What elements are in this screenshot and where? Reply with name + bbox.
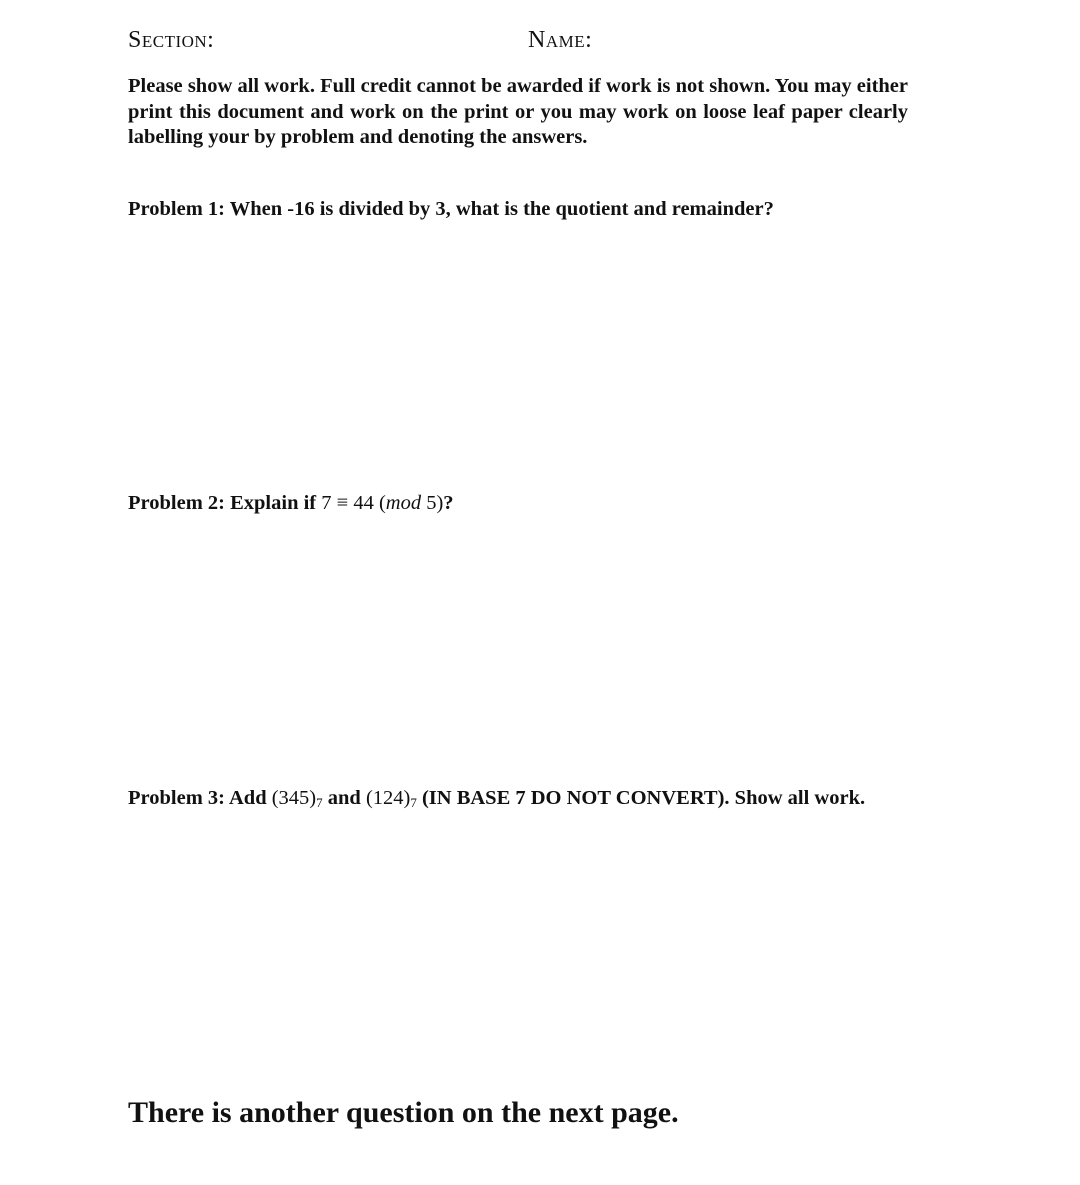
problem-3-number-2: [366, 787, 417, 809]
number-2: (124): [365, 787, 411, 809]
name-label: Name:: [528, 27, 593, 53]
footer-note: There is another question on the next page.: [128, 1096, 679, 1129]
problem-3-add: Add: [228, 787, 267, 809]
problem-3: [128, 786, 908, 812]
section-label: Section:: [128, 27, 215, 53]
math-rhs: 44: [353, 492, 374, 514]
problem-1-text: When -16 is divided by 3, what is the quotient and remainder?: [229, 198, 774, 220]
problem-3-rest: (IN BASE 7 DO NOT CONVERT). Show all work.: [421, 787, 866, 809]
number-1: (345): [271, 787, 317, 809]
problem-1-label: Problem 1:: [128, 198, 225, 220]
problem-3-number-1: [272, 787, 323, 809]
problem-2: [128, 491, 908, 517]
base-2: 7: [410, 795, 417, 810]
math-relation: ≡: [336, 492, 349, 514]
math-mod-value: 5): [426, 492, 444, 514]
problem-3-and: and: [327, 787, 361, 809]
math-lhs: 7: [321, 492, 332, 514]
math-mod-open: (: [378, 492, 386, 514]
math-mod-word: mod: [385, 492, 422, 514]
problem-2-label: Problem 2:: [128, 492, 225, 514]
problem-2-text-before: Explain if: [230, 492, 317, 514]
problem-3-label: Problem 3:: [128, 787, 225, 809]
base-1: 7: [316, 795, 323, 810]
problem-2-congruence: [321, 492, 443, 514]
problem-1: [128, 197, 908, 223]
instructions: Please show all work. Full credit cannot be awarded if work is not shown. You may either print this document and work on the print or you may work on loose leaf paper clearly labelling your by problem and denoting the answers.: [128, 75, 908, 148]
problem-2-text-after: ?: [443, 492, 454, 514]
